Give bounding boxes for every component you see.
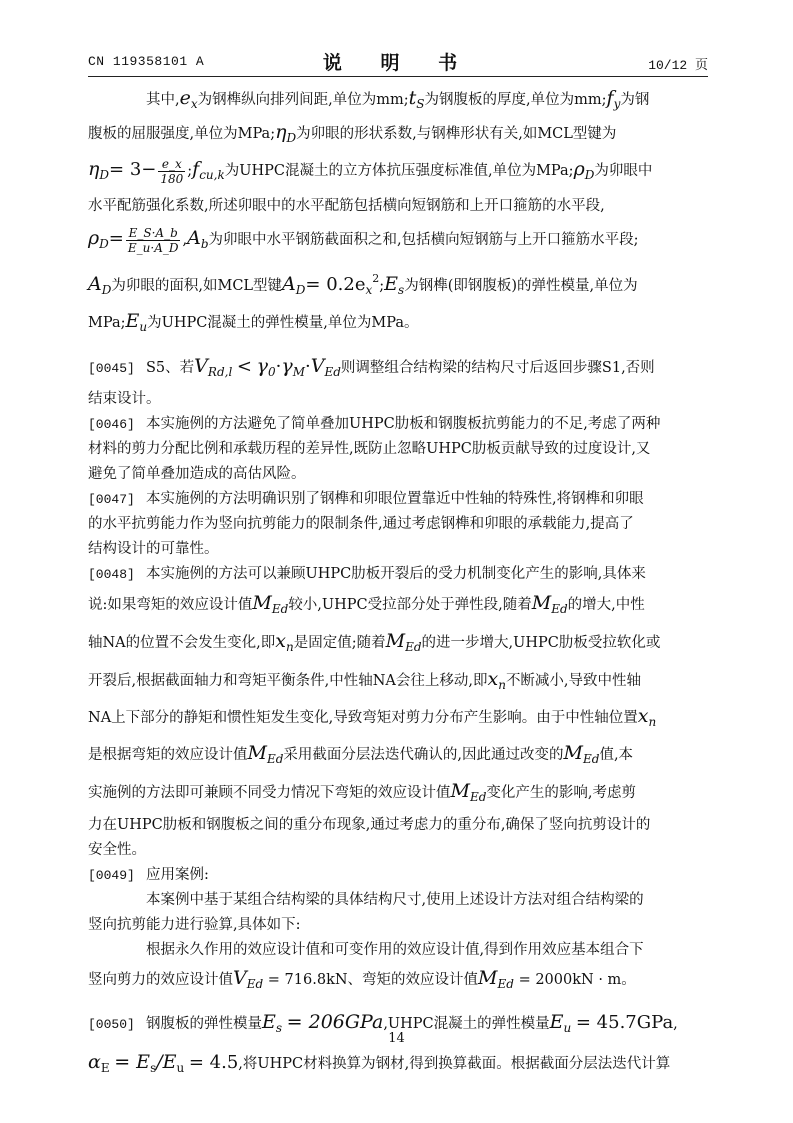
text-line: 结束设计。 [88,391,161,407]
text-line: $\alpha_E = E_s/E_u = 4.5$,将UHPC材料换算为钢材,得到换算截面。根据截面分层法迭代计算 [88,1051,671,1075]
paragraph-number: [0045] [88,361,135,376]
text-line: NA上下部分的静矩和惯性矩发生变化,导致弯矩对剪力分布产生影响。由于中性轴位置$x_n$ [88,705,657,729]
paragraph-0046 [88,412,708,487]
text-line: $\rho_D=$ $\frac{E\_S\cdot A\_b}{E\_u\cdot A\_D}$ $,A_b$为卯眼中水平钢筋截面积之和,包括横向短钢筋与上开口箍筋水平段; [88,225,639,255]
text-line: 材料的剪力分配比例和承载历程的差异性,既防止忽略UHPC肋板贡献导致的过度设计,又 [88,441,651,457]
paragraph-number: [0047] [88,492,135,507]
paragraph-0049 [88,863,708,999]
text-line: 本案例中基于某组合结构梁的具体结构尺寸,使用上述设计方法对组合结构梁的 [146,892,644,908]
text-line: [0045] S5、若$V_{Rd,l} < \gamma_0\cdot\gamma_M\cdot V_{Ed}$则调整组合结构梁的结构尺寸后返回步骤S1,否则 [88,351,708,387]
text-line: [0047] 本实施例的方法明确识别了钢榫和卯眼位置靠近中性轴的特殊性,将钢榫和卯眼 [88,487,708,512]
text-line: 说:如果弯矩的效应设计值$M_{Ed}$较小,UHPC受拉部分处于弹性段,随着$M_{Ed}$的增大,中性 [88,592,645,616]
paragraph-number: [0048] [88,567,135,582]
text-line: [0046] 本实施例的方法避免了简单叠加UHPC肋板和钢腹板抗剪能力的不足,考虑了两种 [88,412,708,437]
text-line: 的水平抗剪能力作为竖向抗剪能力的限制条件,通过考虑钢榫和卯眼的承载能力,提高了 [88,516,634,532]
text-line: 安全性。 [88,842,146,858]
text-line: [0049] 应用案例: [88,863,708,888]
text-line: 腹板的屈服强度,单位为$MPa;\eta_D$为卯眼的形状系数,与钢榫形状有关,如MCL型键为 [88,121,617,145]
fraction: $\frac{e\_x}{180}$ [160,156,184,186]
text-line: 力在UHPC肋板和钢腹板之间的重分布现象,通过考虑力的重分布,确保了竖向抗剪设计的 [88,817,651,833]
text-line: 避免了简单叠加造成的高估风险。 [88,466,306,482]
text-line: $\eta_D= 3-$ $\frac{e\_x}{180}$ $;f_{cu,k}$为UHPC混凝土的立方体抗压强度标准值,单位为$MPa;\rho_D$为卯眼中 [88,156,653,186]
text-line: [0050] 钢腹板的弹性模量$E_s$ = 206GPa,UHPC混凝土的弹性模量$E_u = 45.7GPa$, [88,1005,708,1045]
text-line: [0048] 本实施例的方法可以兼顾UHPC肋板开裂后的受力机制变化产生的影响,具体来 [88,562,708,587]
fraction: $\frac{E\_S\cdot A\_b}{E\_u\cdot A\_D}$ [127,225,179,255]
paragraph-number: [0050] [88,1017,135,1032]
page-info: 10/12 页 [648,58,708,73]
text-line: 根据永久作用的效应设计值和可变作用的效应设计值,得到作用效应基本组合下 [146,942,644,958]
text-line: 轴NA的位置不会发生变化,即$x_n$是固定值;随着$M_{Ed}$的进一步增大,UHPC肋板受拉软化或 [88,630,661,654]
page-number: 14 [388,1031,405,1046]
header-divider [88,76,708,77]
text-line: 是根据弯矩的效应设计值$M_{Ed}$采用截面分层法迭代确认的,因此通过改变的$M_{Ed}$值,本 [88,742,634,766]
paragraph-0047 [88,487,708,562]
text-line: 结构设计的可靠性。 [88,541,219,557]
text-line: 开裂后,根据截面轴力和弯矩平衡条件,中性轴NA会往上移动,即$x_n$不断减小,导致中性轴 [88,668,642,692]
text-line: 其中$,e_x$为钢榫纵向排列间距,单位为$mm;t_S$为钢腹板的厚度,单位为$mm;f_y$为钢 [146,87,650,111]
text-line: $MPa;E_u$为UHPC混凝土的弹性模量,单位为MPa。 [88,310,419,334]
text-line: 水平配筋强化系数,所述卯眼中的水平配筋包括横向短钢筋和上开口箍筋的水平段, [88,198,605,214]
text-line: $A_D$为卯眼的面积,如MCL型键$A_D=$ $0.2e_x^2;E_s$为钢榫(即钢腹板)的弹性模量,单位为 [88,272,638,297]
text-line: 竖向剪力的效应设计值$V_{Ed} = 716.8kN$、弯矩的效应设计值$M_{Ed} = 2000kN \cdot m$。 [88,967,636,991]
paragraph-number: [0046] [88,417,135,432]
document-title: 说 明 书 [322,52,474,74]
paragraph-0045 [88,351,708,412]
definitions-paragraph [88,84,708,341]
text-line: 竖向抗剪能力进行验算,具体如下: [88,917,301,933]
page-header [88,48,708,78]
text-line: 实施例的方法即可兼顾不同受力情况下弯矩的效应设计值$M_{Ed}$变化产生的影响,考虑剪 [88,780,637,804]
paragraph-number: [0049] [88,868,135,883]
publication-number: CN 119358101 A [88,54,205,69]
document-body [88,84,708,1085]
paragraph-0048 [88,562,708,863]
